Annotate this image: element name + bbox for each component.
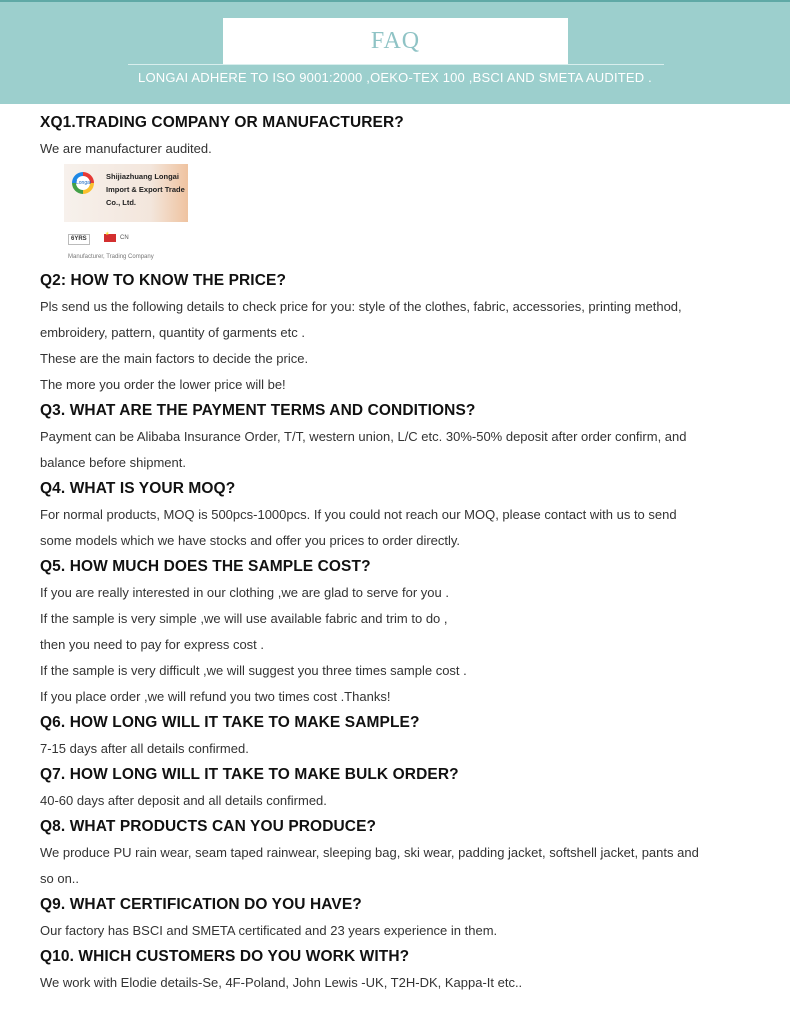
company-name: [106, 170, 185, 209]
faq-answer-line: embroidery, pattern, quantity of garments etc .: [40, 325, 305, 340]
faq-question: Q7. HOW LONG WILL IT TAKE TO MAKE BULK ORDER?: [40, 766, 459, 783]
faq-answer-line: some models which we have stocks and offer you prices to order directly.: [40, 533, 461, 548]
company-name-line: Shijiazhuang Longai: [106, 172, 179, 181]
faq-answer-line: These are the main factors to decide the price.: [40, 351, 309, 366]
page-title: FAQ: [370, 28, 421, 54]
faq-question: Q2: HOW TO KNOW THE PRICE?: [40, 272, 287, 289]
faq-question: Q4. WHAT IS YOUR MOQ?: [40, 480, 236, 497]
faq-content: [40, 110, 760, 996]
faq-header-banner: [0, 0, 790, 104]
title-divider: [128, 64, 664, 65]
faq-answer-line: Our factory has BSCI and SMETA certificated and 23 years experience in them.: [40, 923, 498, 938]
china-flag-icon: [104, 234, 116, 242]
logo-text: Longai: [76, 176, 90, 190]
faq-answer-line: For normal products, MOQ is 500pcs-1000pcs. If you could not reach our MOQ, please contact with us to send: [40, 507, 677, 522]
company-name-line: Co., Ltd.: [106, 198, 136, 207]
faq-answer-line: Pls send us the following details to check price for you: style of the clothes, fabric, accessories, printing method,: [40, 299, 682, 314]
faq-answer-line: 7-15 days after all details confirmed.: [40, 741, 249, 756]
faq-answer-line: We are manufacturer audited.: [40, 141, 212, 156]
faq-question: Q5. HOW MUCH DOES THE SAMPLE COST?: [40, 558, 371, 575]
faq-answer-line: If the sample is very difficult ,we will suggest you three times sample cost .: [40, 663, 467, 678]
business-type: Manufacturer, Trading Company: [68, 254, 154, 260]
faq-answer-line: 40-60 days after deposit and all details confirmed.: [40, 793, 327, 808]
faq-answer-line: We work with Elodie details-Se, 4F-Poland, John Lewis -UK, T2H-DK, Kappa-It etc..: [40, 975, 523, 990]
years-badge: 6YRS: [68, 234, 90, 245]
supplier-badge: [60, 162, 210, 262]
faq-answer-line: The more you order the lower price will be!: [40, 377, 286, 392]
faq-question: Q9. WHAT CERTIFICATION DO YOU HAVE?: [40, 896, 362, 913]
faq-question: Q8. WHAT PRODUCTS CAN YOU PRODUCE?: [40, 818, 377, 835]
faq-answer-line: so on..: [40, 871, 80, 886]
faq-answer-line: We produce PU rain wear, seam taped rainwear, sleeping bag, ski wear, padding jacket, softshell jacket, pants and: [40, 845, 699, 860]
supplier-card: [64, 164, 188, 222]
faq-answer-line: then you need to pay for express cost .: [40, 637, 265, 652]
faq-answer-line: If you are really interested in our clothing ,we are glad to serve for you .: [40, 585, 449, 600]
faq-question: Q3. WHAT ARE THE PAYMENT TERMS AND CONDITIONS?: [40, 402, 476, 419]
faq-question: Q10. WHICH CUSTOMERS DO YOU WORK WITH?: [40, 948, 410, 965]
country-code: CN: [120, 235, 129, 241]
faq-answer-line: balance before shipment.: [40, 455, 186, 470]
faq-question: XQ1.TRADING COMPANY OR MANUFACTURER?: [40, 114, 404, 131]
faq-answer-line: If you place order ,we will refund you two times cost .Thanks!: [40, 689, 391, 704]
faq-answer-line: If the sample is very simple ,we will use available fabric and trim to do ,: [40, 611, 448, 626]
faq-answer-line: Payment can be Alibaba Insurance Order, T/T, western union, L/C etc. 30%-50% deposit after order confirm, and: [40, 429, 687, 444]
header-subtitle: LONGAI ADHERE TO ISO 9001:2000 ,OEKO-TEX 100 ,BSCI AND SMETA AUDITED .: [138, 70, 652, 85]
faq-question: Q6. HOW LONG WILL IT TAKE TO MAKE SAMPLE?: [40, 714, 420, 731]
company-logo-icon: [72, 172, 94, 194]
company-name-line: Import & Export Trade: [106, 185, 185, 194]
title-box: [223, 18, 568, 64]
